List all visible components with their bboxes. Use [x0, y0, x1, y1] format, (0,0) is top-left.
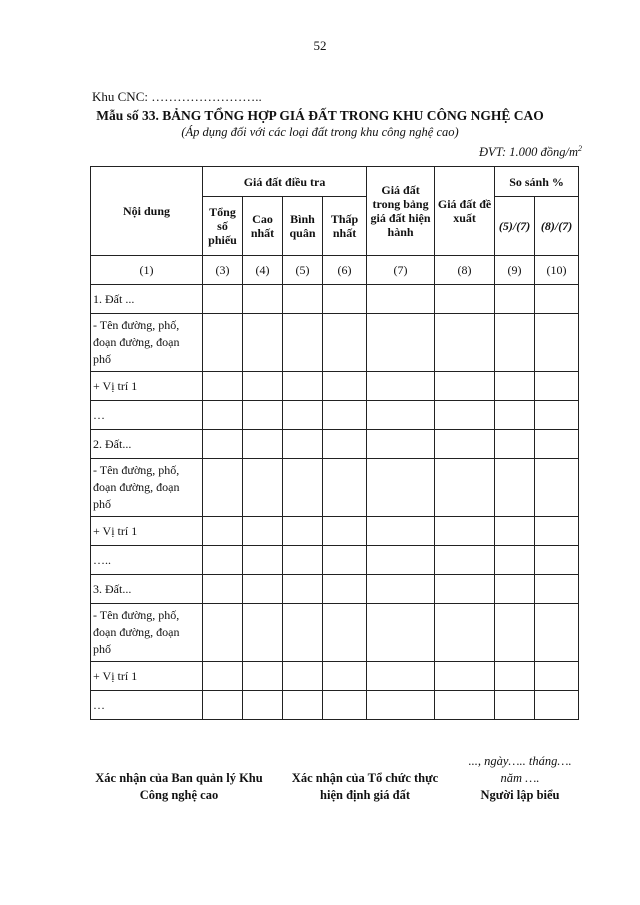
empty-cell	[243, 662, 283, 691]
empty-cell	[495, 517, 535, 546]
empty-cell	[203, 285, 243, 314]
row-label: …	[91, 401, 203, 430]
table-row	[91, 604, 579, 662]
header-noi-dung: Nội dung	[91, 167, 203, 256]
empty-cell	[535, 517, 579, 546]
table-body	[91, 285, 579, 720]
header-ss-5-7: (5)/(7)	[495, 197, 535, 256]
empty-cell	[243, 546, 283, 575]
col-index: (10)	[535, 256, 579, 285]
signature-ban-quan-ly-label: Xác nhận của Ban quản lý Khu Công nghệ cao	[95, 771, 263, 802]
empty-cell	[367, 314, 435, 372]
empty-cell	[243, 459, 283, 517]
signature-nguoi-lap-bieu-label: Người lập biểu	[480, 788, 560, 802]
table-row	[91, 314, 579, 372]
empty-cell	[283, 546, 323, 575]
empty-cell	[283, 459, 323, 517]
row-label: + Vị trí 1	[91, 662, 203, 691]
empty-cell	[367, 517, 435, 546]
empty-cell	[435, 546, 495, 575]
empty-cell	[323, 575, 367, 604]
empty-cell	[323, 314, 367, 372]
row-label: - Tên đường, phố, đoạn đường, đoạn phố	[91, 314, 203, 372]
empty-cell	[435, 401, 495, 430]
form-title: Mẫu số 33. BẢNG TỔNG HỢP GIÁ ĐẤT TRONG KHU CÔNG NGHỆ CAO	[96, 108, 544, 123]
col-index: (4)	[243, 256, 283, 285]
empty-cell	[495, 314, 535, 372]
empty-cell	[283, 430, 323, 459]
empty-cell	[203, 459, 243, 517]
header-so-sanh: So sánh %	[495, 167, 579, 197]
empty-cell	[203, 401, 243, 430]
table-row	[91, 691, 579, 720]
empty-cell	[535, 430, 579, 459]
empty-cell	[495, 575, 535, 604]
empty-cell	[495, 459, 535, 517]
unit-text: ĐVT: 1.000 đồng/m	[479, 145, 578, 160]
empty-cell	[203, 314, 243, 372]
empty-cell	[535, 285, 579, 314]
empty-cell	[323, 662, 367, 691]
empty-cell	[535, 401, 579, 430]
empty-cell	[535, 662, 579, 691]
empty-cell	[367, 401, 435, 430]
empty-cell	[243, 575, 283, 604]
header-gia-dieu-tra: Giá đất điều tra	[203, 167, 367, 197]
empty-cell	[283, 517, 323, 546]
row-label: …..	[91, 546, 203, 575]
empty-cell	[495, 372, 535, 401]
empty-cell	[535, 546, 579, 575]
empty-cell	[323, 691, 367, 720]
empty-cell	[435, 575, 495, 604]
empty-cell	[367, 662, 435, 691]
empty-cell	[367, 285, 435, 314]
empty-cell	[367, 372, 435, 401]
empty-cell	[323, 430, 367, 459]
empty-cell	[535, 691, 579, 720]
table-row	[91, 401, 579, 430]
empty-cell	[435, 604, 495, 662]
empty-cell	[203, 372, 243, 401]
empty-cell	[243, 604, 283, 662]
empty-cell	[243, 285, 283, 314]
col-index: (1)	[91, 256, 203, 285]
header-cao-nhat: Cao nhất	[243, 197, 283, 256]
unit-label	[479, 144, 582, 160]
header-thap-nhat: Thấp nhất	[323, 197, 367, 256]
page-number: 52	[313, 38, 327, 53]
empty-cell	[283, 285, 323, 314]
empty-cell	[367, 546, 435, 575]
empty-cell	[243, 517, 283, 546]
empty-cell	[367, 459, 435, 517]
empty-cell	[323, 285, 367, 314]
row-label: 3. Đất...	[91, 575, 203, 604]
table-row	[91, 459, 579, 517]
row-label: - Tên đường, phố, đoạn đường, đoạn phố	[91, 604, 203, 662]
header-binh-quan: Bình quân	[283, 197, 323, 256]
column-index-row	[91, 256, 579, 285]
empty-cell	[203, 430, 243, 459]
empty-cell	[535, 459, 579, 517]
header-ss-8-7: (8)/(7)	[535, 197, 579, 256]
header-gia-de-xuat: Giá đất đề xuất	[435, 167, 495, 256]
empty-cell	[323, 459, 367, 517]
empty-cell	[435, 430, 495, 459]
empty-cell	[535, 372, 579, 401]
empty-cell	[495, 662, 535, 691]
col-index: (9)	[495, 256, 535, 285]
empty-cell	[243, 691, 283, 720]
empty-cell	[495, 285, 535, 314]
empty-cell	[203, 546, 243, 575]
empty-cell	[367, 604, 435, 662]
empty-cell	[283, 575, 323, 604]
empty-cell	[435, 517, 495, 546]
empty-cell	[367, 430, 435, 459]
row-label: - Tên đường, phố, đoạn đường, đoạn phố	[91, 459, 203, 517]
empty-cell	[323, 372, 367, 401]
empty-cell	[243, 430, 283, 459]
empty-cell	[367, 575, 435, 604]
table-row	[91, 517, 579, 546]
empty-cell	[435, 691, 495, 720]
row-label: + Vị trí 1	[91, 517, 203, 546]
empty-cell	[243, 401, 283, 430]
unit-superscript: 2	[578, 144, 582, 153]
empty-cell	[535, 575, 579, 604]
table-row	[91, 575, 579, 604]
date-line-2: năm ….	[500, 771, 540, 785]
empty-cell	[435, 285, 495, 314]
empty-cell	[495, 691, 535, 720]
empty-cell	[203, 691, 243, 720]
empty-cell	[535, 314, 579, 372]
empty-cell	[495, 604, 535, 662]
table-row	[91, 430, 579, 459]
empty-cell	[435, 314, 495, 372]
empty-cell	[323, 546, 367, 575]
empty-cell	[495, 430, 535, 459]
empty-cell	[367, 691, 435, 720]
empty-cell	[323, 401, 367, 430]
date-line-1: ..., ngày….. tháng….	[468, 754, 572, 768]
empty-cell	[435, 459, 495, 517]
khu-cnc-label: Khu CNC: ……………………..	[92, 89, 262, 104]
signature-nguoi-lap-bieu	[455, 753, 585, 804]
empty-cell	[283, 372, 323, 401]
empty-cell	[203, 662, 243, 691]
header-gia-bang-gia: Giá đất trong bảng giá đất hiện hành	[367, 167, 435, 256]
price-summary-table	[90, 166, 579, 720]
empty-cell	[323, 517, 367, 546]
empty-cell	[435, 372, 495, 401]
row-label: + Vị trí 1	[91, 372, 203, 401]
signature-to-chuc	[280, 770, 450, 804]
col-index: (7)	[367, 256, 435, 285]
signature-ban-quan-ly	[86, 770, 272, 804]
form-subtitle: (Áp dụng đối với các loại đất trong khu công nghệ cao)	[181, 125, 459, 139]
col-index: (3)	[203, 256, 243, 285]
row-label: …	[91, 691, 203, 720]
empty-cell	[283, 662, 323, 691]
empty-cell	[203, 517, 243, 546]
empty-cell	[435, 662, 495, 691]
col-index: (5)	[283, 256, 323, 285]
row-label: 2. Đất...	[91, 430, 203, 459]
table-row	[91, 546, 579, 575]
empty-cell	[535, 604, 579, 662]
empty-cell	[243, 314, 283, 372]
empty-cell	[495, 401, 535, 430]
empty-cell	[283, 314, 323, 372]
col-index: (8)	[435, 256, 495, 285]
empty-cell	[283, 401, 323, 430]
header-tong-so-phieu: Tổng số phiếu	[203, 197, 243, 256]
row-label: 1. Đất ...	[91, 285, 203, 314]
empty-cell	[495, 546, 535, 575]
empty-cell	[243, 372, 283, 401]
table-row	[91, 285, 579, 314]
empty-cell	[203, 604, 243, 662]
empty-cell	[283, 691, 323, 720]
table-row	[91, 662, 579, 691]
empty-cell	[203, 575, 243, 604]
empty-cell	[323, 604, 367, 662]
table-row	[91, 372, 579, 401]
empty-cell	[283, 604, 323, 662]
col-index: (6)	[323, 256, 367, 285]
signature-to-chuc-label: Xác nhận của Tổ chức thực hiện định giá đất	[291, 771, 439, 802]
